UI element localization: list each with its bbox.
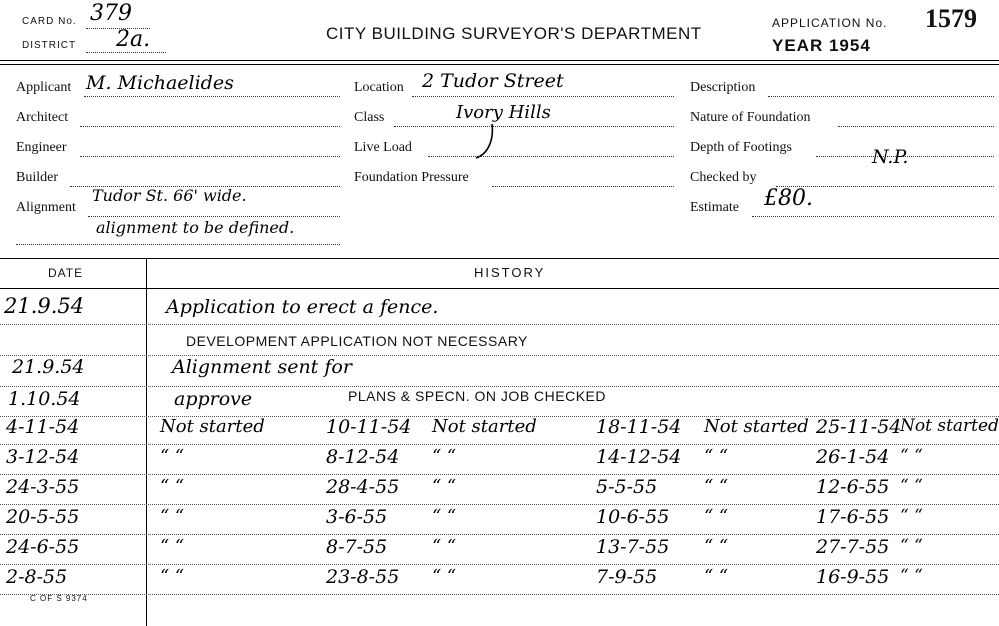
live-load-label: Live Load (354, 140, 412, 155)
district-label: DISTRICT (22, 40, 77, 51)
row-rule (0, 355, 999, 356)
entry-date: 21.9.54 (4, 294, 85, 318)
depth-of-footings-label: Depth of Footings (690, 140, 792, 155)
inspection-date: 18-11-54 (596, 416, 682, 438)
inspection-status: “ “ (900, 506, 923, 526)
entry-date: 21.9.54 (12, 356, 85, 378)
inspection-status: Not started (160, 416, 265, 437)
department-title: CITY BUILDING SURVEYOR'S DEPARTMENT (326, 24, 702, 43)
entry-stamp: DEVELOPMENT APPLICATION NOT NECESSARY (186, 333, 528, 349)
inspection-status: “ “ (900, 536, 923, 556)
inspection-status: “ “ (432, 476, 457, 497)
class-line (394, 126, 674, 127)
inspection-status: “ “ (160, 446, 185, 467)
applicant-line (84, 96, 340, 97)
header-divider-top (0, 60, 999, 61)
entry-text: approve (174, 388, 253, 410)
inspection-status: “ “ (160, 566, 185, 587)
applicant-value: M. Michaelides (86, 72, 234, 94)
inspection-status: “ “ (704, 446, 729, 467)
inspection-status: “ “ (432, 506, 457, 527)
row-rule (0, 474, 999, 475)
inspection-status: “ “ (704, 536, 729, 557)
inspection-status: “ “ (704, 566, 729, 587)
inspection-date: 3-6-55 (326, 506, 388, 528)
inspection-status: “ “ (432, 536, 457, 557)
alignment-line-2 (16, 244, 340, 245)
inspection-status: Not started (704, 416, 809, 437)
inspection-date: 28-4-55 (326, 476, 400, 498)
inspection-status: “ “ (900, 446, 923, 466)
checked-by-label: Checked by (690, 170, 757, 185)
nature-of-foundation-label: Nature of Foundation (690, 110, 811, 125)
row-rule (0, 386, 999, 387)
builder-label: Builder (16, 170, 58, 185)
alignment-line (88, 216, 340, 217)
inspection-date: 10-6-55 (596, 506, 670, 528)
inspection-status: “ “ (432, 566, 457, 587)
engineer-line (80, 156, 340, 157)
inspection-date: 17-6-55 (816, 506, 890, 528)
inspection-date: 12-6-55 (816, 476, 890, 498)
checked-by-value: N.P. (872, 146, 909, 168)
application-no-value: 1579 (925, 4, 977, 33)
location-line (412, 96, 674, 97)
engineer-label: Engineer (16, 140, 67, 155)
foundation-pressure-label: Foundation Pressure (354, 170, 469, 185)
district-line (86, 52, 166, 53)
date-column-divider (146, 258, 147, 626)
row-rule (0, 564, 999, 565)
inspection-status: Not started (900, 416, 999, 436)
header-divider-bottom (0, 64, 999, 65)
inspection-date: 3-12-54 (6, 446, 80, 468)
alignment-value-1: Tudor St. 66' wide. (92, 186, 247, 205)
ditto-mark-icon (470, 120, 500, 164)
location-label: Location (354, 80, 404, 95)
inspection-date: 26-1-54 (816, 446, 890, 468)
inspection-status: “ “ (704, 476, 729, 497)
estimate-value: £80. (764, 186, 813, 211)
inspection-status: “ “ (704, 506, 729, 527)
inspection-date: 24-6-55 (6, 536, 80, 558)
inspection-date: 16-9-55 (816, 566, 890, 588)
alignment-value-2: alignment to be defined. (96, 218, 295, 237)
entry-date: 1.10.54 (8, 388, 81, 410)
inspection-date: 5-5-55 (596, 476, 658, 498)
inspection-status: “ “ (160, 506, 185, 527)
row-rule (0, 324, 999, 325)
history-header-divider (0, 288, 999, 289)
architect-label: Architect (16, 110, 69, 125)
class-value: Ivory Hills (456, 102, 551, 123)
description-label: Description (690, 80, 756, 95)
inspection-status: “ “ (160, 536, 185, 557)
description-line (768, 96, 994, 97)
inspection-status: “ “ (900, 476, 923, 496)
inspection-date: 24-3-55 (6, 476, 80, 498)
inspection-date: 8-7-55 (326, 536, 388, 558)
inspection-date: 25-11-54 (816, 416, 902, 438)
location-value: 2 Tudor Street (422, 70, 564, 92)
row-rule (0, 504, 999, 505)
card-no-value: 379 (90, 1, 132, 26)
live-load-line (428, 156, 674, 157)
inspection-status: “ “ (900, 566, 923, 586)
district-value: 2a. (116, 27, 151, 52)
inspection-date: 8-12-54 (326, 446, 400, 468)
history-top-border (0, 258, 999, 259)
class-label: Class (354, 110, 385, 125)
row-rule (0, 534, 999, 535)
inspection-date: 27-7-55 (816, 536, 890, 558)
year-label: YEAR 1954 (772, 36, 871, 55)
inspection-date: 23-8-55 (326, 566, 400, 588)
applicant-label: Applicant (16, 80, 72, 95)
estimate-line (752, 216, 994, 217)
inspection-date: 14-12-54 (596, 446, 682, 468)
architect-line (80, 126, 340, 127)
inspection-status: “ “ (432, 446, 457, 467)
inspection-status: Not started (432, 416, 537, 437)
history-header: HISTORY (474, 265, 546, 280)
entry-stamp: PLANS & SPECN. ON JOB CHECKED (348, 388, 607, 404)
inspection-date: 4-11-54 (6, 416, 80, 438)
inspection-date: 10-11-54 (326, 416, 412, 438)
card-no-label: CARD No. (22, 16, 77, 27)
inspection-date: 2-8-55 (6, 566, 68, 588)
inspection-date: 13-7-55 (596, 536, 670, 558)
inspection-status: “ “ (160, 476, 185, 497)
entry-text: Application to erect a fence. (166, 296, 439, 318)
date-header: DATE (48, 266, 84, 280)
estimate-label: Estimate (690, 200, 739, 215)
alignment-label: Alignment (16, 200, 76, 215)
row-rule (0, 444, 999, 445)
row-rule (0, 594, 999, 595)
foundation-pressure-line (492, 186, 674, 187)
application-no-label: APPLICATION No. (772, 16, 888, 30)
form-code: C OF S 9374 (30, 594, 88, 603)
inspection-date: 7-9-55 (596, 566, 658, 588)
entry-text: Alignment sent for (172, 356, 352, 378)
nature-line (838, 126, 994, 127)
inspection-date: 20-5-55 (6, 506, 80, 528)
